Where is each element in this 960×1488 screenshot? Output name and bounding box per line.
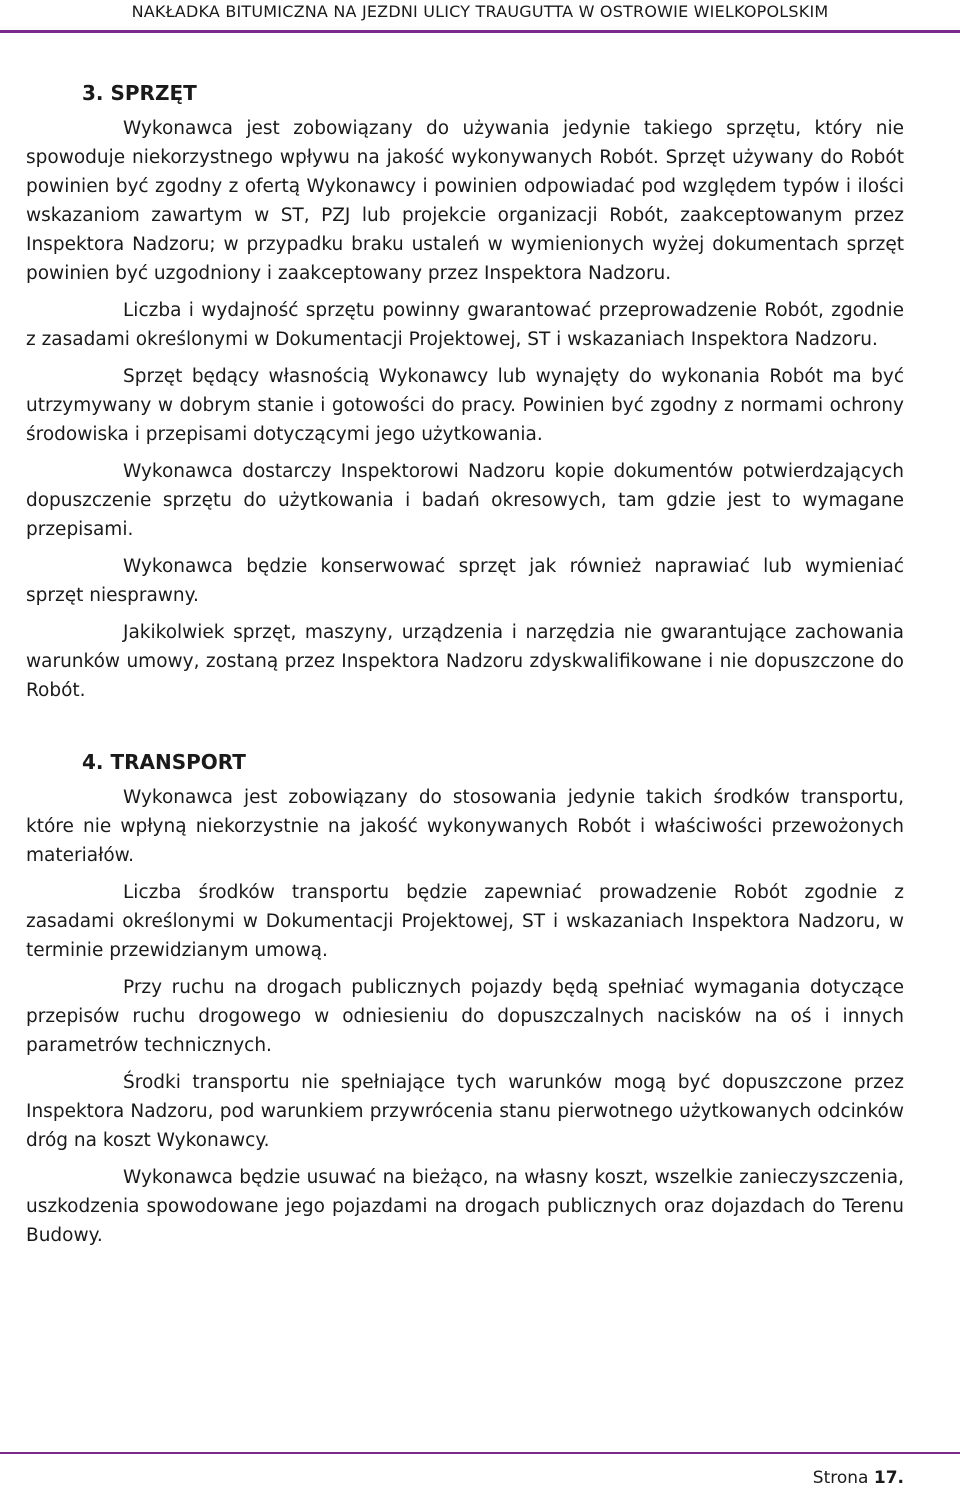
page-footer <box>0 1448 960 1487</box>
header-divider <box>0 30 960 33</box>
section-heading-sprzet: 3. SPRZĘT <box>82 81 197 105</box>
paragraph: Wykonawca dostarczy Inspektorowi Nadzoru kopie dokumentów potwierdzających dopuszczenie sprzętu do użytkowania i badań okresowych, tam gdzie jest to wymagane przepisami. <box>26 461 904 540</box>
paragraph: Wykonawca będzie usuwać na bieżąco, na własny koszt, wszelkie zanieczyszczenia, uszkodzenia spowodowane jego pojazdami na drogach publicznych oraz dojazdach do Terenu Budowy. <box>26 1167 904 1246</box>
paragraph: Wykonawca będzie konserwować sprzęt jak również naprawiać lub wymieniać sprzęt niesprawny. <box>26 556 904 606</box>
page-number-value: 17. <box>873 1468 904 1488</box>
page-number <box>813 1468 904 1488</box>
paragraph: Środki transportu nie spełniające tych warunków mogą być dopuszczone przez Inspektora Nadzoru, pod warunkiem przywrócenia stanu pierwotnego użytkowanych odcinków dróg na koszt Wykonawcy. <box>26 1072 904 1151</box>
page-header <box>0 0 960 34</box>
paragraph: Liczba i wydajność sprzętu powinny gwarantować przeprowadzenie Robót, zgodnie z zasadami określonymi w Dokumentacji Projektowej, ST i wskazaniach Inspektora Nadzoru. <box>26 300 904 350</box>
document-body <box>26 80 904 1258</box>
paragraph: Jakikolwiek sprzęt, maszyny, urządzenia i narzędzia nie gwarantujące zachowania warunków umowy, zostaną przez Inspektora Nadzoru zdyskwalifikowane i nie dopuszczone do Robót. <box>26 622 904 701</box>
paragraph: Wykonawca jest zobowiązany do stosowania jedynie takich środków transportu, które nie wpłyną niekorzystnie na jakość wykonywanych Robót i właściwości przewożonych materiałów. <box>26 787 904 866</box>
page-label: Strona <box>812 1468 869 1488</box>
section-heading-transport: 4. TRANSPORT <box>82 750 246 774</box>
footer-divider <box>0 1452 960 1454</box>
paragraph: Wykonawca jest zobowiązany do używania jedynie takiego sprzętu, który nie spowoduje niekorzystnego wpływu na jakość wykonywanych Robót. Sprzęt używany do Robót powinien być zgodny z ofertą Wykonawcy i powinien odpowiadać pod względem typów i ilości wskazaniom zawartym w ST, PZJ lub projekcie organizacji Robót, zaakceptowanym przez Inspektora Nadzoru; w przypadku braku ustaleń w wymienionych wyżej dokumentach sprzęt powinien być uzgodniony i zaakceptowany przez Inspektora Nadzoru. <box>26 118 904 284</box>
paragraph: Liczba środków transportu będzie zapewniać prowadzenie Robót zgodnie z zasadami określonymi w Dokumentacji Projektowej, ST i wskazaniach Inspektora Nadzoru, w terminie przewidzianym umową. <box>26 882 904 961</box>
paragraph: Sprzęt będący własnością Wykonawcy lub wynajęty do wykonania Robót ma być utrzymywany w dobrym stanie i gotowości do pracy. Powinien być zgodny z normami ochrony środowiska i przepisami dotyczącymi jego użytkowania. <box>26 366 904 445</box>
paragraph: Przy ruchu na drogach publicznych pojazdy będą spełniać wymagania dotyczące przepisów ruchu drogowego w odniesieniu do dopuszczalnych nacisków na oś i innych parametrów technicznych. <box>26 977 904 1056</box>
document-title: NAKŁADKA BITUMICZNA NA JEZDNI ULICY TRAUGUTTA W OSTROWIE WIELKOPOLSKIM <box>131 2 829 21</box>
